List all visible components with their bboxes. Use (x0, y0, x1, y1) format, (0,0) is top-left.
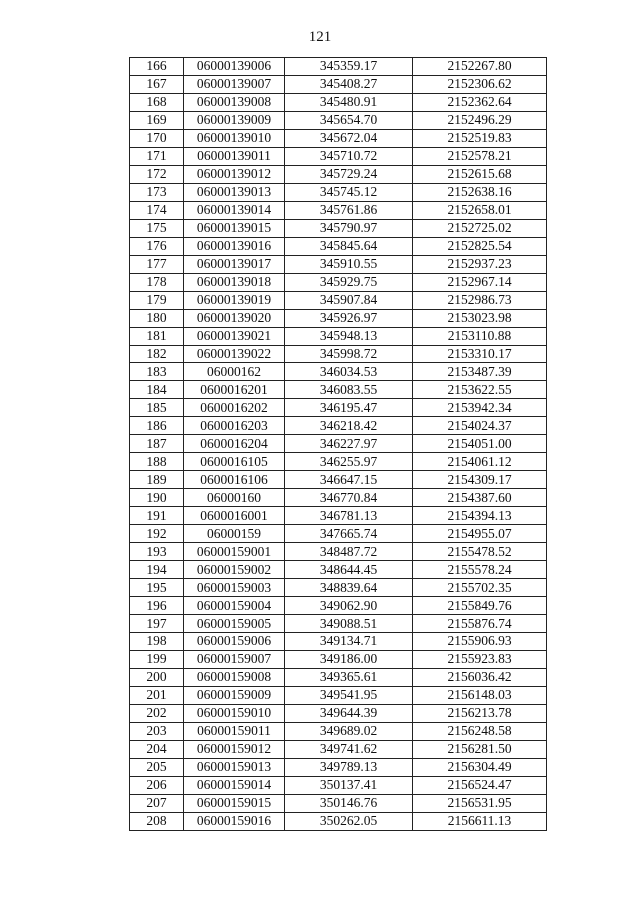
point-id-cell: 06000139009 (184, 111, 285, 129)
point-number-cell: 166 (130, 58, 184, 76)
table-row (130, 309, 547, 327)
point-id-cell: 06000139006 (184, 58, 285, 76)
x-coordinate-cell: 345845.64 (285, 237, 413, 255)
table-row (130, 633, 547, 651)
x-coordinate-cell: 349365.61 (285, 668, 413, 686)
x-coordinate-cell: 345929.75 (285, 273, 413, 291)
point-id-cell: 06000139016 (184, 237, 285, 255)
y-coordinate-cell: 2152578.21 (413, 147, 547, 165)
y-coordinate-cell: 2156524.47 (413, 776, 547, 794)
point-number-cell: 178 (130, 273, 184, 291)
x-coordinate-cell: 349088.51 (285, 615, 413, 633)
point-id-cell: 0600016202 (184, 399, 285, 417)
point-number-cell: 198 (130, 633, 184, 651)
x-coordinate-cell: 345998.72 (285, 345, 413, 363)
x-coordinate-cell: 350262.05 (285, 812, 413, 830)
coordinate-table (129, 57, 547, 831)
x-coordinate-cell: 349186.00 (285, 650, 413, 668)
x-coordinate-cell: 349134.71 (285, 633, 413, 651)
point-number-cell: 189 (130, 471, 184, 489)
y-coordinate-cell: 2152825.54 (413, 237, 547, 255)
point-number-cell: 173 (130, 183, 184, 201)
point-number-cell: 199 (130, 650, 184, 668)
point-id-cell: 06000159001 (184, 543, 285, 561)
table-row (130, 381, 547, 399)
y-coordinate-cell: 2154309.17 (413, 471, 547, 489)
x-coordinate-cell: 345761.86 (285, 201, 413, 219)
x-coordinate-cell: 349689.02 (285, 722, 413, 740)
point-id-cell: 0600016001 (184, 507, 285, 525)
x-coordinate-cell: 346195.47 (285, 399, 413, 417)
y-coordinate-cell: 2152967.14 (413, 273, 547, 291)
y-coordinate-cell: 2155478.52 (413, 543, 547, 561)
x-coordinate-cell: 349789.13 (285, 758, 413, 776)
coordinate-table-body (130, 58, 547, 831)
point-id-cell: 06000159011 (184, 722, 285, 740)
table-row (130, 435, 547, 453)
table-row (130, 507, 547, 525)
point-number-cell: 171 (130, 147, 184, 165)
coordinate-table-container (129, 57, 546, 831)
point-number-cell: 176 (130, 237, 184, 255)
point-id-cell: 06000139014 (184, 201, 285, 219)
y-coordinate-cell: 2154387.60 (413, 489, 547, 507)
table-row (130, 543, 547, 561)
table-row (130, 399, 547, 417)
page-number: 121 (308, 29, 332, 45)
x-coordinate-cell: 349644.39 (285, 704, 413, 722)
table-row (130, 219, 547, 237)
point-id-cell: 06000159005 (184, 615, 285, 633)
point-id-cell: 0600016105 (184, 453, 285, 471)
x-coordinate-cell: 345790.97 (285, 219, 413, 237)
table-row (130, 345, 547, 363)
table-row (130, 776, 547, 794)
y-coordinate-cell: 2156531.95 (413, 794, 547, 812)
point-id-cell: 06000139018 (184, 273, 285, 291)
point-id-cell: 06000139022 (184, 345, 285, 363)
point-id-cell: 06000159 (184, 525, 285, 543)
point-number-cell: 175 (130, 219, 184, 237)
point-id-cell: 06000139012 (184, 165, 285, 183)
table-row (130, 704, 547, 722)
y-coordinate-cell: 2152725.02 (413, 219, 547, 237)
x-coordinate-cell: 348644.45 (285, 561, 413, 579)
x-coordinate-cell: 345408.27 (285, 75, 413, 93)
x-coordinate-cell: 345359.17 (285, 58, 413, 76)
point-id-cell: 06000139013 (184, 183, 285, 201)
table-row (130, 740, 547, 758)
x-coordinate-cell: 346218.42 (285, 417, 413, 435)
y-coordinate-cell: 2154955.07 (413, 525, 547, 543)
x-coordinate-cell: 348487.72 (285, 543, 413, 561)
table-row (130, 147, 547, 165)
x-coordinate-cell: 345654.70 (285, 111, 413, 129)
point-number-cell: 203 (130, 722, 184, 740)
x-coordinate-cell: 346083.55 (285, 381, 413, 399)
point-id-cell: 0600016201 (184, 381, 285, 399)
point-id-cell: 06000159012 (184, 740, 285, 758)
point-number-cell: 188 (130, 453, 184, 471)
x-coordinate-cell: 345745.12 (285, 183, 413, 201)
point-number-cell: 197 (130, 615, 184, 633)
point-number-cell: 170 (130, 129, 184, 147)
point-id-cell: 06000139011 (184, 147, 285, 165)
y-coordinate-cell: 2156248.58 (413, 722, 547, 740)
y-coordinate-cell: 2152496.29 (413, 111, 547, 129)
table-row (130, 812, 547, 830)
x-coordinate-cell: 345910.55 (285, 255, 413, 273)
y-coordinate-cell: 2156213.78 (413, 704, 547, 722)
y-coordinate-cell: 2152519.83 (413, 129, 547, 147)
point-number-cell: 177 (130, 255, 184, 273)
y-coordinate-cell: 2154394.13 (413, 507, 547, 525)
x-coordinate-cell: 345948.13 (285, 327, 413, 345)
point-number-cell: 182 (130, 345, 184, 363)
point-number-cell: 181 (130, 327, 184, 345)
table-row (130, 201, 547, 219)
y-coordinate-cell: 2155849.76 (413, 597, 547, 615)
point-id-cell: 06000159007 (184, 650, 285, 668)
table-row (130, 615, 547, 633)
y-coordinate-cell: 2156281.50 (413, 740, 547, 758)
table-row (130, 668, 547, 686)
y-coordinate-cell: 2155876.74 (413, 615, 547, 633)
table-row (130, 93, 547, 111)
y-coordinate-cell: 2155923.83 (413, 650, 547, 668)
x-coordinate-cell: 349741.62 (285, 740, 413, 758)
point-id-cell: 06000139008 (184, 93, 285, 111)
table-row (130, 363, 547, 381)
table-row (130, 327, 547, 345)
table-row (130, 255, 547, 273)
x-coordinate-cell: 346781.13 (285, 507, 413, 525)
table-row (130, 794, 547, 812)
point-id-cell: 06000159010 (184, 704, 285, 722)
y-coordinate-cell: 2153942.34 (413, 399, 547, 417)
point-number-cell: 206 (130, 776, 184, 794)
point-number-cell: 192 (130, 525, 184, 543)
point-number-cell: 172 (130, 165, 184, 183)
point-number-cell: 167 (130, 75, 184, 93)
point-number-cell: 208 (130, 812, 184, 830)
y-coordinate-cell: 2155702.35 (413, 579, 547, 597)
table-row (130, 58, 547, 76)
table-row (130, 183, 547, 201)
point-number-cell: 179 (130, 291, 184, 309)
point-id-cell: 0600016203 (184, 417, 285, 435)
table-row (130, 489, 547, 507)
x-coordinate-cell: 345926.97 (285, 309, 413, 327)
table-row (130, 650, 547, 668)
x-coordinate-cell: 350146.76 (285, 794, 413, 812)
point-number-cell: 185 (130, 399, 184, 417)
y-coordinate-cell: 2152986.73 (413, 291, 547, 309)
point-id-cell: 06000139020 (184, 309, 285, 327)
x-coordinate-cell: 345729.24 (285, 165, 413, 183)
y-coordinate-cell: 2155906.93 (413, 633, 547, 651)
table-row (130, 758, 547, 776)
point-id-cell: 06000139019 (184, 291, 285, 309)
point-id-cell: 06000139007 (184, 75, 285, 93)
table-row (130, 237, 547, 255)
point-number-cell: 191 (130, 507, 184, 525)
x-coordinate-cell: 345672.04 (285, 129, 413, 147)
point-number-cell: 168 (130, 93, 184, 111)
point-number-cell: 200 (130, 668, 184, 686)
y-coordinate-cell: 2152615.68 (413, 165, 547, 183)
point-number-cell: 205 (130, 758, 184, 776)
y-coordinate-cell: 2152658.01 (413, 201, 547, 219)
table-row (130, 129, 547, 147)
x-coordinate-cell: 349062.90 (285, 597, 413, 615)
point-id-cell: 06000159016 (184, 812, 285, 830)
y-coordinate-cell: 2154051.00 (413, 435, 547, 453)
y-coordinate-cell: 2154061.12 (413, 453, 547, 471)
x-coordinate-cell: 346647.15 (285, 471, 413, 489)
y-coordinate-cell: 2156304.49 (413, 758, 547, 776)
point-number-cell: 190 (130, 489, 184, 507)
table-row (130, 111, 547, 129)
point-number-cell: 202 (130, 704, 184, 722)
table-row (130, 722, 547, 740)
y-coordinate-cell: 2152267.80 (413, 58, 547, 76)
y-coordinate-cell: 2152362.64 (413, 93, 547, 111)
x-coordinate-cell: 346255.97 (285, 453, 413, 471)
point-number-cell: 207 (130, 794, 184, 812)
x-coordinate-cell: 347665.74 (285, 525, 413, 543)
point-number-cell: 187 (130, 435, 184, 453)
point-number-cell: 183 (130, 363, 184, 381)
y-coordinate-cell: 2152306.62 (413, 75, 547, 93)
x-coordinate-cell: 345907.84 (285, 291, 413, 309)
point-number-cell: 201 (130, 686, 184, 704)
x-coordinate-cell: 345480.91 (285, 93, 413, 111)
point-number-cell: 186 (130, 417, 184, 435)
y-coordinate-cell: 2155578.24 (413, 561, 547, 579)
table-row (130, 75, 547, 93)
x-coordinate-cell: 350137.41 (285, 776, 413, 794)
table-row (130, 686, 547, 704)
y-coordinate-cell: 2153110.88 (413, 327, 547, 345)
y-coordinate-cell: 2152638.16 (413, 183, 547, 201)
y-coordinate-cell: 2153023.98 (413, 309, 547, 327)
x-coordinate-cell: 346227.97 (285, 435, 413, 453)
point-id-cell: 06000159008 (184, 668, 285, 686)
point-id-cell: 06000139017 (184, 255, 285, 273)
point-id-cell: 06000159006 (184, 633, 285, 651)
point-number-cell: 169 (130, 111, 184, 129)
y-coordinate-cell: 2153622.55 (413, 381, 547, 399)
point-id-cell: 06000159013 (184, 758, 285, 776)
table-row (130, 165, 547, 183)
point-id-cell: 06000162 (184, 363, 285, 381)
x-coordinate-cell: 349541.95 (285, 686, 413, 704)
point-id-cell: 06000139021 (184, 327, 285, 345)
table-row (130, 525, 547, 543)
point-id-cell: 06000160 (184, 489, 285, 507)
point-number-cell: 193 (130, 543, 184, 561)
table-row (130, 291, 547, 309)
point-id-cell: 06000139015 (184, 219, 285, 237)
point-id-cell: 06000159002 (184, 561, 285, 579)
table-row (130, 471, 547, 489)
table-row (130, 597, 547, 615)
x-coordinate-cell: 348839.64 (285, 579, 413, 597)
point-number-cell: 204 (130, 740, 184, 758)
point-id-cell: 06000159014 (184, 776, 285, 794)
y-coordinate-cell: 2156611.13 (413, 812, 547, 830)
table-row (130, 579, 547, 597)
y-coordinate-cell: 2153310.17 (413, 345, 547, 363)
x-coordinate-cell: 346034.53 (285, 363, 413, 381)
x-coordinate-cell: 346770.84 (285, 489, 413, 507)
y-coordinate-cell: 2156036.42 (413, 668, 547, 686)
point-id-cell: 06000139010 (184, 129, 285, 147)
point-id-cell: 06000159003 (184, 579, 285, 597)
point-number-cell: 184 (130, 381, 184, 399)
table-row (130, 417, 547, 435)
y-coordinate-cell: 2153487.39 (413, 363, 547, 381)
x-coordinate-cell: 345710.72 (285, 147, 413, 165)
y-coordinate-cell: 2152937.23 (413, 255, 547, 273)
point-number-cell: 194 (130, 561, 184, 579)
point-number-cell: 174 (130, 201, 184, 219)
point-id-cell: 06000159009 (184, 686, 285, 704)
table-row (130, 561, 547, 579)
table-row (130, 273, 547, 291)
point-id-cell: 06000159015 (184, 794, 285, 812)
point-number-cell: 196 (130, 597, 184, 615)
point-number-cell: 180 (130, 309, 184, 327)
point-number-cell: 195 (130, 579, 184, 597)
y-coordinate-cell: 2154024.37 (413, 417, 547, 435)
point-id-cell: 0600016204 (184, 435, 285, 453)
point-id-cell: 06000159004 (184, 597, 285, 615)
y-coordinate-cell: 2156148.03 (413, 686, 547, 704)
point-id-cell: 0600016106 (184, 471, 285, 489)
table-row (130, 453, 547, 471)
